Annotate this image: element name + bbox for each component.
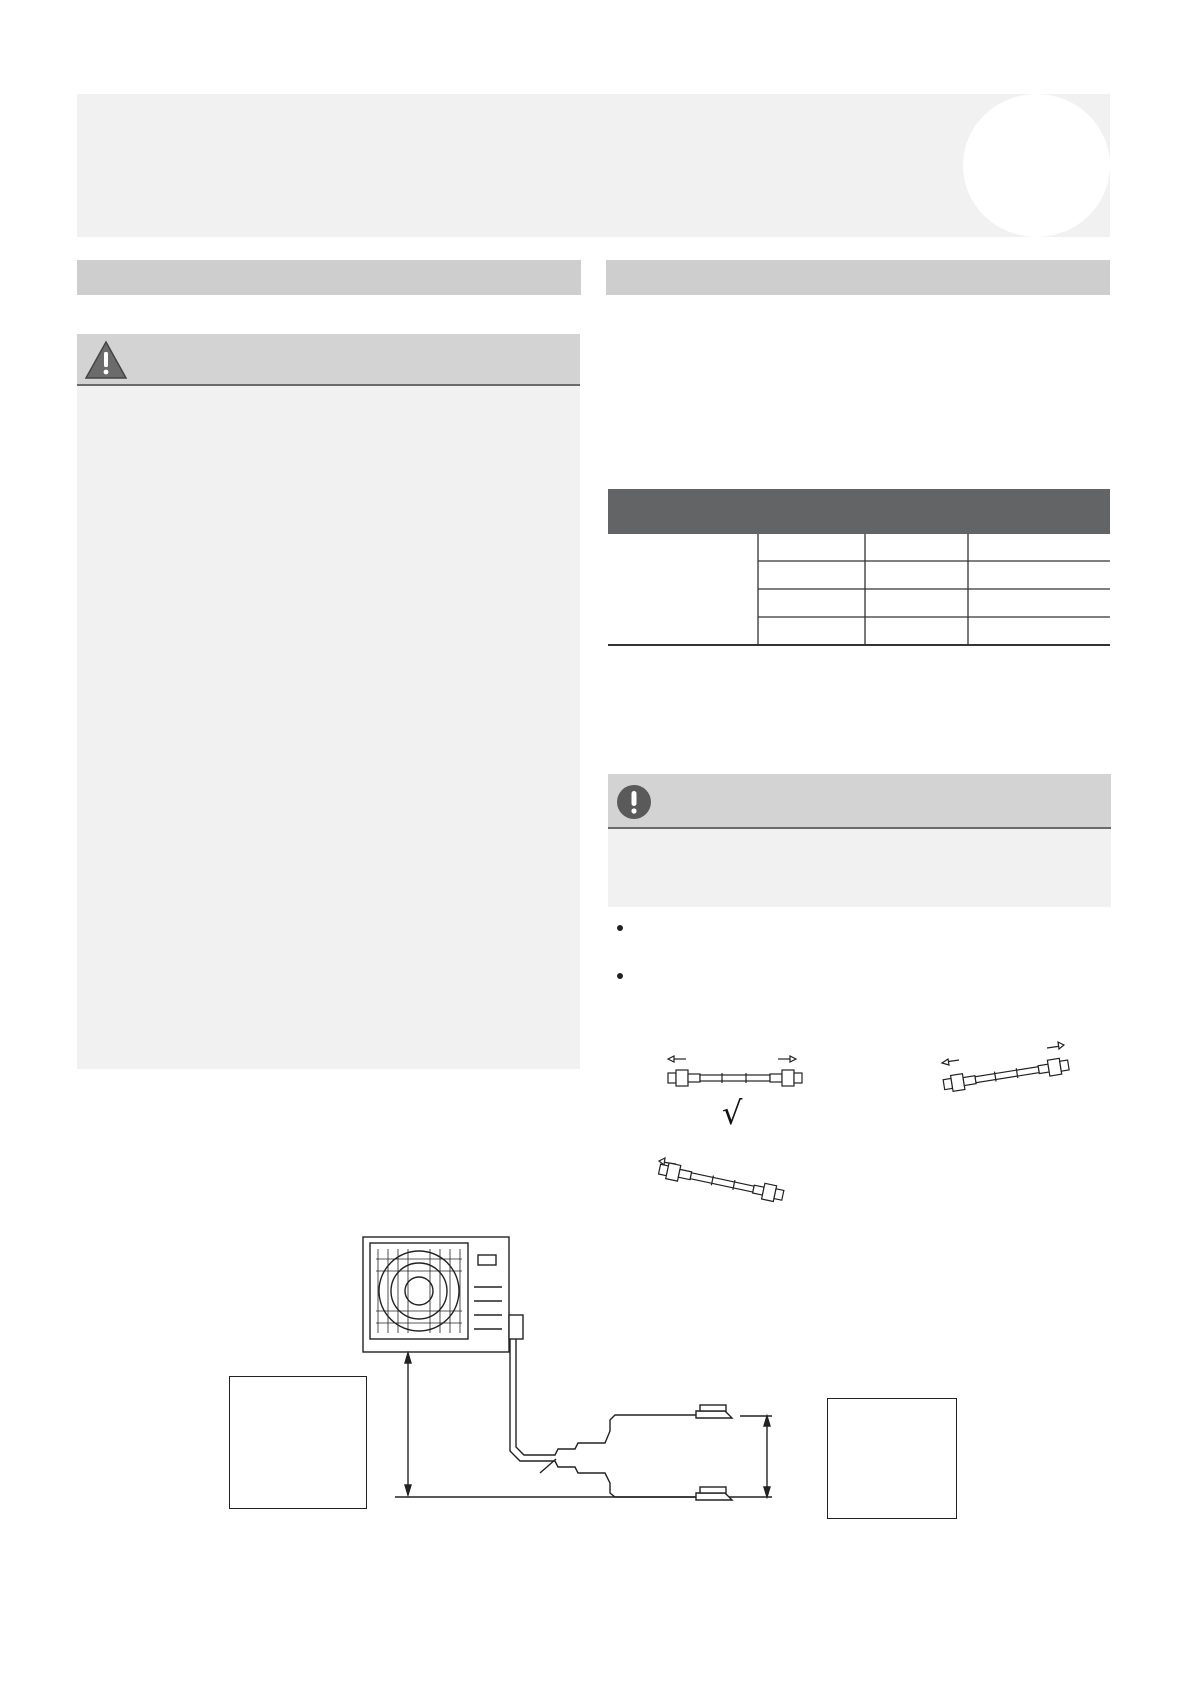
spec-table — [608, 534, 1110, 646]
warning-panel — [77, 334, 580, 1069]
warning-triangle-icon — [84, 340, 128, 380]
right-label-box — [827, 1398, 957, 1519]
pipe-tilted-figure — [935, 1040, 1075, 1100]
header-page-circle — [963, 94, 1110, 237]
check-mark: √ — [722, 1094, 743, 1132]
caution-panel-header — [608, 774, 1111, 829]
left-section-title-bar — [77, 260, 581, 295]
left-label-box — [229, 1376, 367, 1509]
spec-table-header — [608, 489, 1110, 534]
outdoor-unit-icon — [363, 1237, 523, 1352]
bullet-point — [617, 973, 623, 979]
header-band — [77, 94, 1110, 237]
pipe-tilted-down-figure — [650, 1155, 790, 1215]
bullet-point — [617, 925, 623, 931]
right-section-title-bar — [606, 260, 1110, 295]
exclamation-circle-icon — [616, 784, 652, 820]
warning-panel-header — [77, 334, 580, 386]
